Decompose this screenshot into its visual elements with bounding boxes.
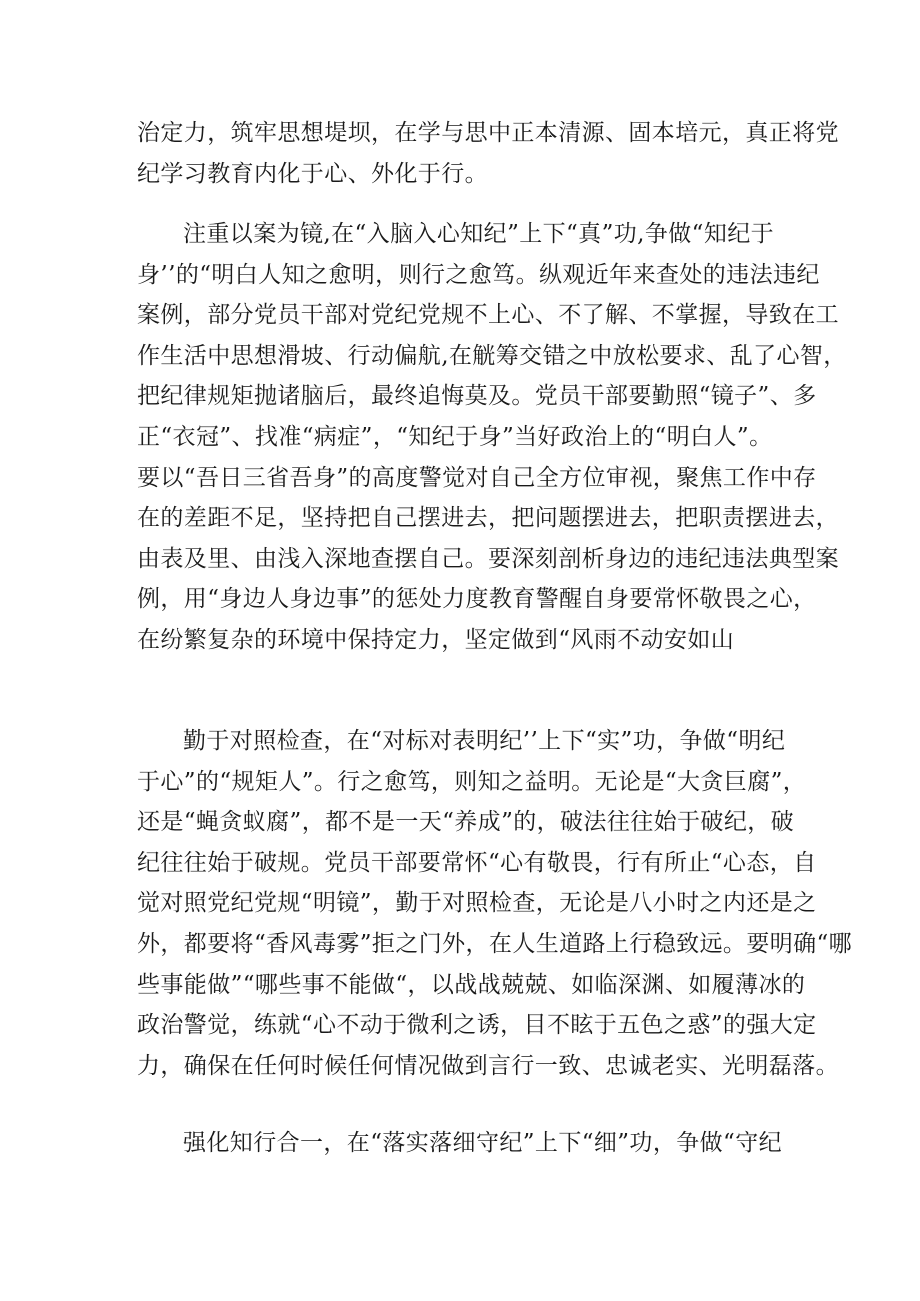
paragraph-self-inspection	[137, 721, 853, 1086]
text-line: 觉对照党纪党规“明镜”，勤于对照检查，无论是八小时之内还是之	[137, 890, 817, 917]
text-line: 要以“吾日三省吾身”的高度警觉对自己全方位审视，聚焦工作中存	[137, 464, 817, 491]
text-line: 力，确保在任何时候任何情况做到言行一致、忠诚老实、光明磊落。	[137, 1052, 839, 1079]
text-line: 还是“蝇贪蚁腐”，都不是一天“养成”的，破法往往始于破纪，破	[137, 809, 795, 836]
text-line: 把纪律规矩抛诸脑后，最终追悔莫及。党员干部要勤照“镜子”、多	[137, 383, 817, 410]
text-line: 些事能做”“哪些事不能做“，以战战兢兢、如临深渊、如履薄冰的	[137, 971, 806, 998]
paragraph-unity-of-knowledge-and-action	[137, 1123, 795, 1164]
text-line: 纪学习教育内化于心、外化于行。	[137, 160, 488, 187]
text-line: 案例，部分党员干部对党纪党规不上心、不了解、不掌握，导致在工	[137, 302, 839, 329]
text-line: 勤于对照检查，在“对标对表明纪’’上下“实”功，争做“明纪	[183, 728, 786, 754]
text-line: 正“衣冠”、找准“病症”，“知纪于身”当好政治上的“明白人”。	[137, 423, 773, 450]
text-line: 外，都要将“香风毒雾”拒之门外，在人生道路上行稳致远。要明确“哪	[137, 930, 853, 957]
text-line: 作生活中思想滑坡、行动偏航,在觥筹交错之中放松要求、乱了心智，	[137, 342, 847, 369]
text-line: 强化知行合一，在“落实落细守纪”上下“细”功，争做“守纪	[183, 1130, 782, 1156]
paragraph-continuation	[137, 113, 839, 194]
text-line: 于心”的“规矩人”。行之愈笃，则知之益明。无论是“大贪巨腐”，	[137, 768, 807, 795]
text-line: 治定力，筑牢思想堤坝，在学与思中正本清源、固本培元，真正将党	[137, 120, 839, 146]
text-line: 注重以案为镜,在“入脑入心知纪”上下“真”功,争做“知纪于	[183, 221, 775, 247]
text-line: 在纷繁复杂的环境中保持定力，坚定做到“风雨不动安如山	[137, 626, 735, 653]
text-line: 政治警觉，练就“心不动于微利之诱，目不眩于五色之惑”的强大定	[137, 1012, 817, 1039]
paragraph-learn-from-cases	[137, 214, 847, 661]
text-line: 纪往往始于破规。党员干部要常怀“心有敬畏，行有所止“心态，自	[137, 849, 817, 876]
text-line: 例，用“身边人身边事”的惩处力度教育警醒自身要常怀敬畏之心，	[137, 586, 817, 613]
text-line: 在的差距不足，坚持把自己摆进去，把问题摆进去，把职责摆进去，	[137, 505, 839, 532]
text-line: 身’’的“明白人知之愈明，则行之愈笃。纵观近年来查处的违法违纪	[137, 261, 820, 288]
text-line: 由表及里、由浅入深地查摆自己。要深刻剖析身边的违纪违法典型案	[137, 545, 839, 572]
